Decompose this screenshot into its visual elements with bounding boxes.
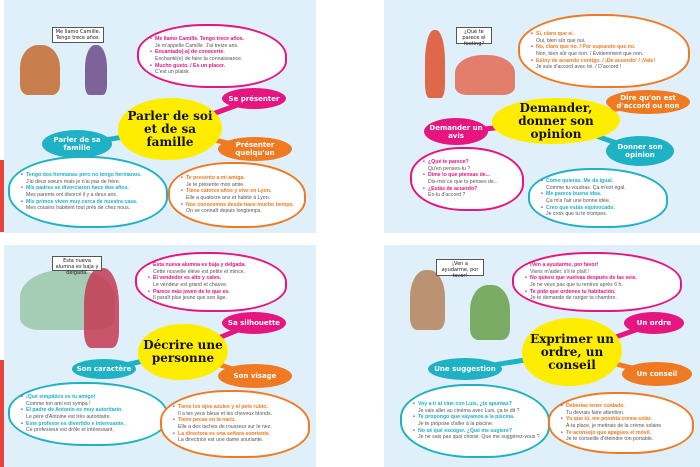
phrase-item <box>428 186 514 199</box>
french-translation: Je te demande de ranger ta chambre. <box>530 295 617 302</box>
french-translation: Elle a quatorze ans et habite à Lyon. <box>186 195 271 201</box>
spanish-phrase: • Me llamo Camille. Tengo trece años. <box>155 36 277 43</box>
spanish-phrase: • Tiene pecas en la nariz. <box>178 417 300 424</box>
phrase-box <box>400 384 550 458</box>
speech-bubble: Esta nueva alumna es baja y delgada. <box>52 256 102 271</box>
phrase-item <box>153 289 277 302</box>
french-translation: Tu devrais faire attention. <box>566 409 625 416</box>
french-translation: Cette nouvelle élève est petite et mince. <box>153 268 245 275</box>
illustration-figure <box>85 45 107 95</box>
phrase-item <box>566 430 684 443</box>
spanish-phrase: • Tengo dos hermanas pero no tengo hermanos. <box>26 172 158 179</box>
phrase-item <box>536 31 680 44</box>
branch-label: Dire qu'on est d'accord ou non <box>606 90 690 114</box>
french-translation: Je m'appelle Camille. J'ai treize ans. <box>155 42 239 49</box>
phrase-item <box>546 191 658 204</box>
phrase-box <box>518 14 690 88</box>
french-translation: Ce professeur est drôle et intéressant. <box>26 427 114 434</box>
spanish-phrase: • Me parece buena idea. <box>546 191 658 198</box>
phrase-item <box>186 175 296 188</box>
speech-bubble: ¡Ven a ayudarme, por favor! <box>436 259 484 276</box>
illustration-figure <box>20 45 60 95</box>
spanish-phrase: • Yo que tú, me pondría crema solar. <box>566 416 684 423</box>
french-translation: C'est un plaisir. <box>155 69 191 76</box>
phrase-item <box>153 262 277 275</box>
spanish-phrase: • El vendedor es alto y calvo. <box>153 275 277 282</box>
phrase-item <box>546 178 658 191</box>
spanish-phrase: • No quiero que vuelvas después de las seis. <box>530 275 672 282</box>
phrase-item <box>26 172 158 185</box>
phrase-item <box>530 262 672 275</box>
phrase-box <box>410 147 524 211</box>
phrase-item <box>26 407 158 420</box>
phrase-box <box>8 156 168 228</box>
french-translation: La directrice est une dame souriante. <box>178 437 264 444</box>
branch-label: Demander un avis <box>424 118 488 145</box>
phrase-item <box>566 403 684 416</box>
spanish-phrase: • Parece más joven de lo que es. <box>153 289 277 296</box>
french-translation: Je te propose d'aller à la piscine. <box>418 421 494 427</box>
french-translation: On se connaît depuis longtemps. <box>186 208 262 215</box>
spanish-phrase: • Mucho gusto. / Es un placer. <box>155 63 277 70</box>
topic-title: Exprimer un ordre, un conseil <box>522 318 622 386</box>
phrase-box <box>160 390 310 458</box>
french-translation: Ça m'a l'air une bonne idée. <box>546 198 611 204</box>
phrase-item <box>153 275 277 288</box>
french-translation: Non, bien sûr que non. / Évidemment que non. <box>536 51 644 57</box>
branch-label: Son caractère <box>72 359 136 379</box>
spanish-phrase: • No sé qué escoger. ¿Qué me sugiere? <box>418 428 540 435</box>
topic-title: Parler de soi et de sa famille <box>118 98 222 160</box>
phrase-item <box>178 404 300 417</box>
french-translation: Je te présente mon amie. <box>186 181 245 188</box>
topic-title: Décrire une personne <box>138 324 228 380</box>
phrase-item <box>155 49 277 62</box>
branch-label: Un conseil <box>622 362 692 386</box>
illustration-figure <box>455 55 515 95</box>
spanish-phrase: • Como quieras. Me da igual. <box>546 178 658 185</box>
branch-label: Donner son opinion <box>606 136 674 166</box>
phrase-box <box>512 252 682 312</box>
french-translation: Enchanté(e) de faire ta connaissance. <box>155 56 243 62</box>
illustration-figure <box>470 285 510 340</box>
illustration-figure <box>84 268 119 348</box>
spanish-phrase: • Esta nueva alumna es baja y delgada. <box>153 262 277 269</box>
spanish-phrase: • Te propongo que vayamos a la piscina. <box>418 414 540 421</box>
spanish-phrase: • No, claro que no. / Por supuesto que no. <box>536 44 680 51</box>
phrase-item <box>178 431 300 444</box>
phrase-item <box>155 63 277 76</box>
phrase-item <box>26 199 158 212</box>
branch-label: Parler de sa famille <box>42 130 112 158</box>
french-translation: J'ai deux sœurs mais je n'ai pas de frère. <box>26 178 121 185</box>
phrase-item <box>26 185 158 198</box>
phrase-item <box>530 289 672 302</box>
branch-label: Sa silhouette <box>222 312 286 334</box>
phrase-item <box>418 428 540 441</box>
phrase-item <box>428 159 514 172</box>
phrase-box <box>548 392 694 454</box>
french-translation: Le père d'Antoine est très autoritaire. <box>26 414 111 420</box>
french-translation: Comme ton ami est sympa ! <box>26 400 91 407</box>
french-translation: Je crois que tu te trompes. <box>546 211 608 218</box>
french-translation: Oui, bien sûr que oui. <box>536 37 586 44</box>
french-translation: Comme tu voudras. Ça m'est égal. <box>546 184 626 191</box>
spanish-phrase: • Estoy de acuerdo contigo. / ¡De acuerdo! / ¡Vale! <box>536 58 680 65</box>
spanish-phrase: • Te pido que ordenes tu habitación. <box>530 289 672 296</box>
phrase-item <box>26 394 158 407</box>
phrase-item <box>26 421 158 434</box>
illustration-figure <box>410 270 445 330</box>
branch-label: Se présenter <box>222 88 286 109</box>
spanish-phrase: • Te aconsejo que apagues el móvil. <box>566 430 684 437</box>
french-translation: Je te conseille d'éteindre ton portable. <box>566 436 654 443</box>
french-translation: Il paraît plus jeune que son âge. <box>153 295 227 302</box>
speech-bubble: ¿Qué te parece el footing? <box>456 27 492 44</box>
phrase-item <box>536 44 680 57</box>
french-translation: Mes cousins habitent tout près de chez nous. <box>26 205 131 212</box>
branch-label: Une suggestion <box>428 358 502 380</box>
french-translation: Qu'en penses-tu ? <box>428 165 471 172</box>
branch-label: Présenter quelqu'un <box>218 137 292 161</box>
phrase-item <box>566 416 684 429</box>
speech-bubble: Me llamo Camille. Tengo trece años. <box>52 27 104 43</box>
topic-title: Demander, donner son opinion <box>492 98 620 144</box>
phrase-box <box>168 162 306 228</box>
phrase-item <box>155 36 277 49</box>
french-translation: Il a les yeux bleus et les cheveux blonds. <box>178 410 273 417</box>
branch-label: Son visage <box>218 364 292 388</box>
phrase-item <box>418 414 540 427</box>
phrase-item <box>536 58 680 71</box>
french-translation: Es-tu d'accord ? <box>428 192 466 199</box>
phrase-box <box>137 24 287 88</box>
french-translation: Elle a des taches de rousseur sur le nez. <box>178 424 272 430</box>
phrase-item <box>178 417 300 430</box>
phrase-box <box>8 382 168 446</box>
phrase-item <box>418 401 540 414</box>
french-translation: Je vais aller au cinéma avec Luis, ça te dit ? <box>418 407 520 414</box>
spanish-phrase: • Creo que estás equivocado. <box>546 205 658 212</box>
french-translation: Viens m'aider, s'il te plaît ! <box>530 268 590 275</box>
french-translation: Mes parents ont divorcé il y a deux ans. <box>26 192 118 198</box>
phrase-box <box>135 252 287 312</box>
french-translation: Je suis d'accord avec toi. / D'accord ! <box>536 64 622 71</box>
french-translation: Le vendeur est grand et chauve. <box>153 282 228 288</box>
french-translation: À ta place, je mettrais de la crème solaire. <box>566 423 663 429</box>
spanish-phrase: • La directora es una señora sonriente. <box>178 431 300 438</box>
spanish-phrase: • Mis padres se divorciaron hace dos años. <box>26 185 158 192</box>
spanish-phrase: • Mis primos viven muy cerca de nuestra casa. <box>26 199 158 206</box>
french-translation: Je ne sais pas quoi choisir. Que me suggérez-vous ? <box>418 434 540 441</box>
spanish-phrase: • ¿Estás de acuerdo? <box>428 186 514 193</box>
phrase-item <box>186 188 296 201</box>
spanish-phrase: • El padre de Antonio es muy autoritario. <box>26 407 158 414</box>
spanish-phrase: • Voy a ir al cine con Luis, ¿te apuntas? <box>418 401 540 408</box>
phrase-item <box>186 202 296 215</box>
spanish-phrase: • ¿Qué te parece? <box>428 159 514 166</box>
phrase-item <box>530 275 672 288</box>
phrase-item <box>546 205 658 218</box>
spanish-phrase: • Te presento a mi amiga. <box>186 175 296 182</box>
spanish-phrase: • ¡Ven a ayudarme, por favor! <box>530 262 672 269</box>
spanish-phrase: • ¡Qué simpático es tu amigo! <box>26 394 158 401</box>
spanish-phrase: • Nos conocemos desde hace mucho tiempo. <box>186 202 296 209</box>
spanish-phrase: • Sí, claro que sí. <box>536 31 680 38</box>
french-translation: Je ne veux pas que tu rentres après 6 h. <box>530 282 623 288</box>
spanish-phrase: • Deberías tener cuidado. <box>566 403 684 410</box>
spanish-phrase: • Dime lo que piensas de... <box>428 172 514 179</box>
phrase-box <box>528 168 668 228</box>
spanish-phrase: • Tiene los ojos azules y el pelo rubio. <box>178 404 300 411</box>
branch-label: Un ordre <box>624 312 684 334</box>
spanish-phrase: • Este profesor es divertido e interesante. <box>26 421 158 428</box>
spanish-phrase: • Tiene catorce años y vive en Lyon. <box>186 188 296 195</box>
french-translation: Dis-moi ce que tu penses de... <box>428 179 499 185</box>
spanish-phrase: • Encantado(-a) de conocerte. <box>155 49 277 56</box>
illustration-figure <box>425 30 445 98</box>
phrase-item <box>428 172 514 185</box>
